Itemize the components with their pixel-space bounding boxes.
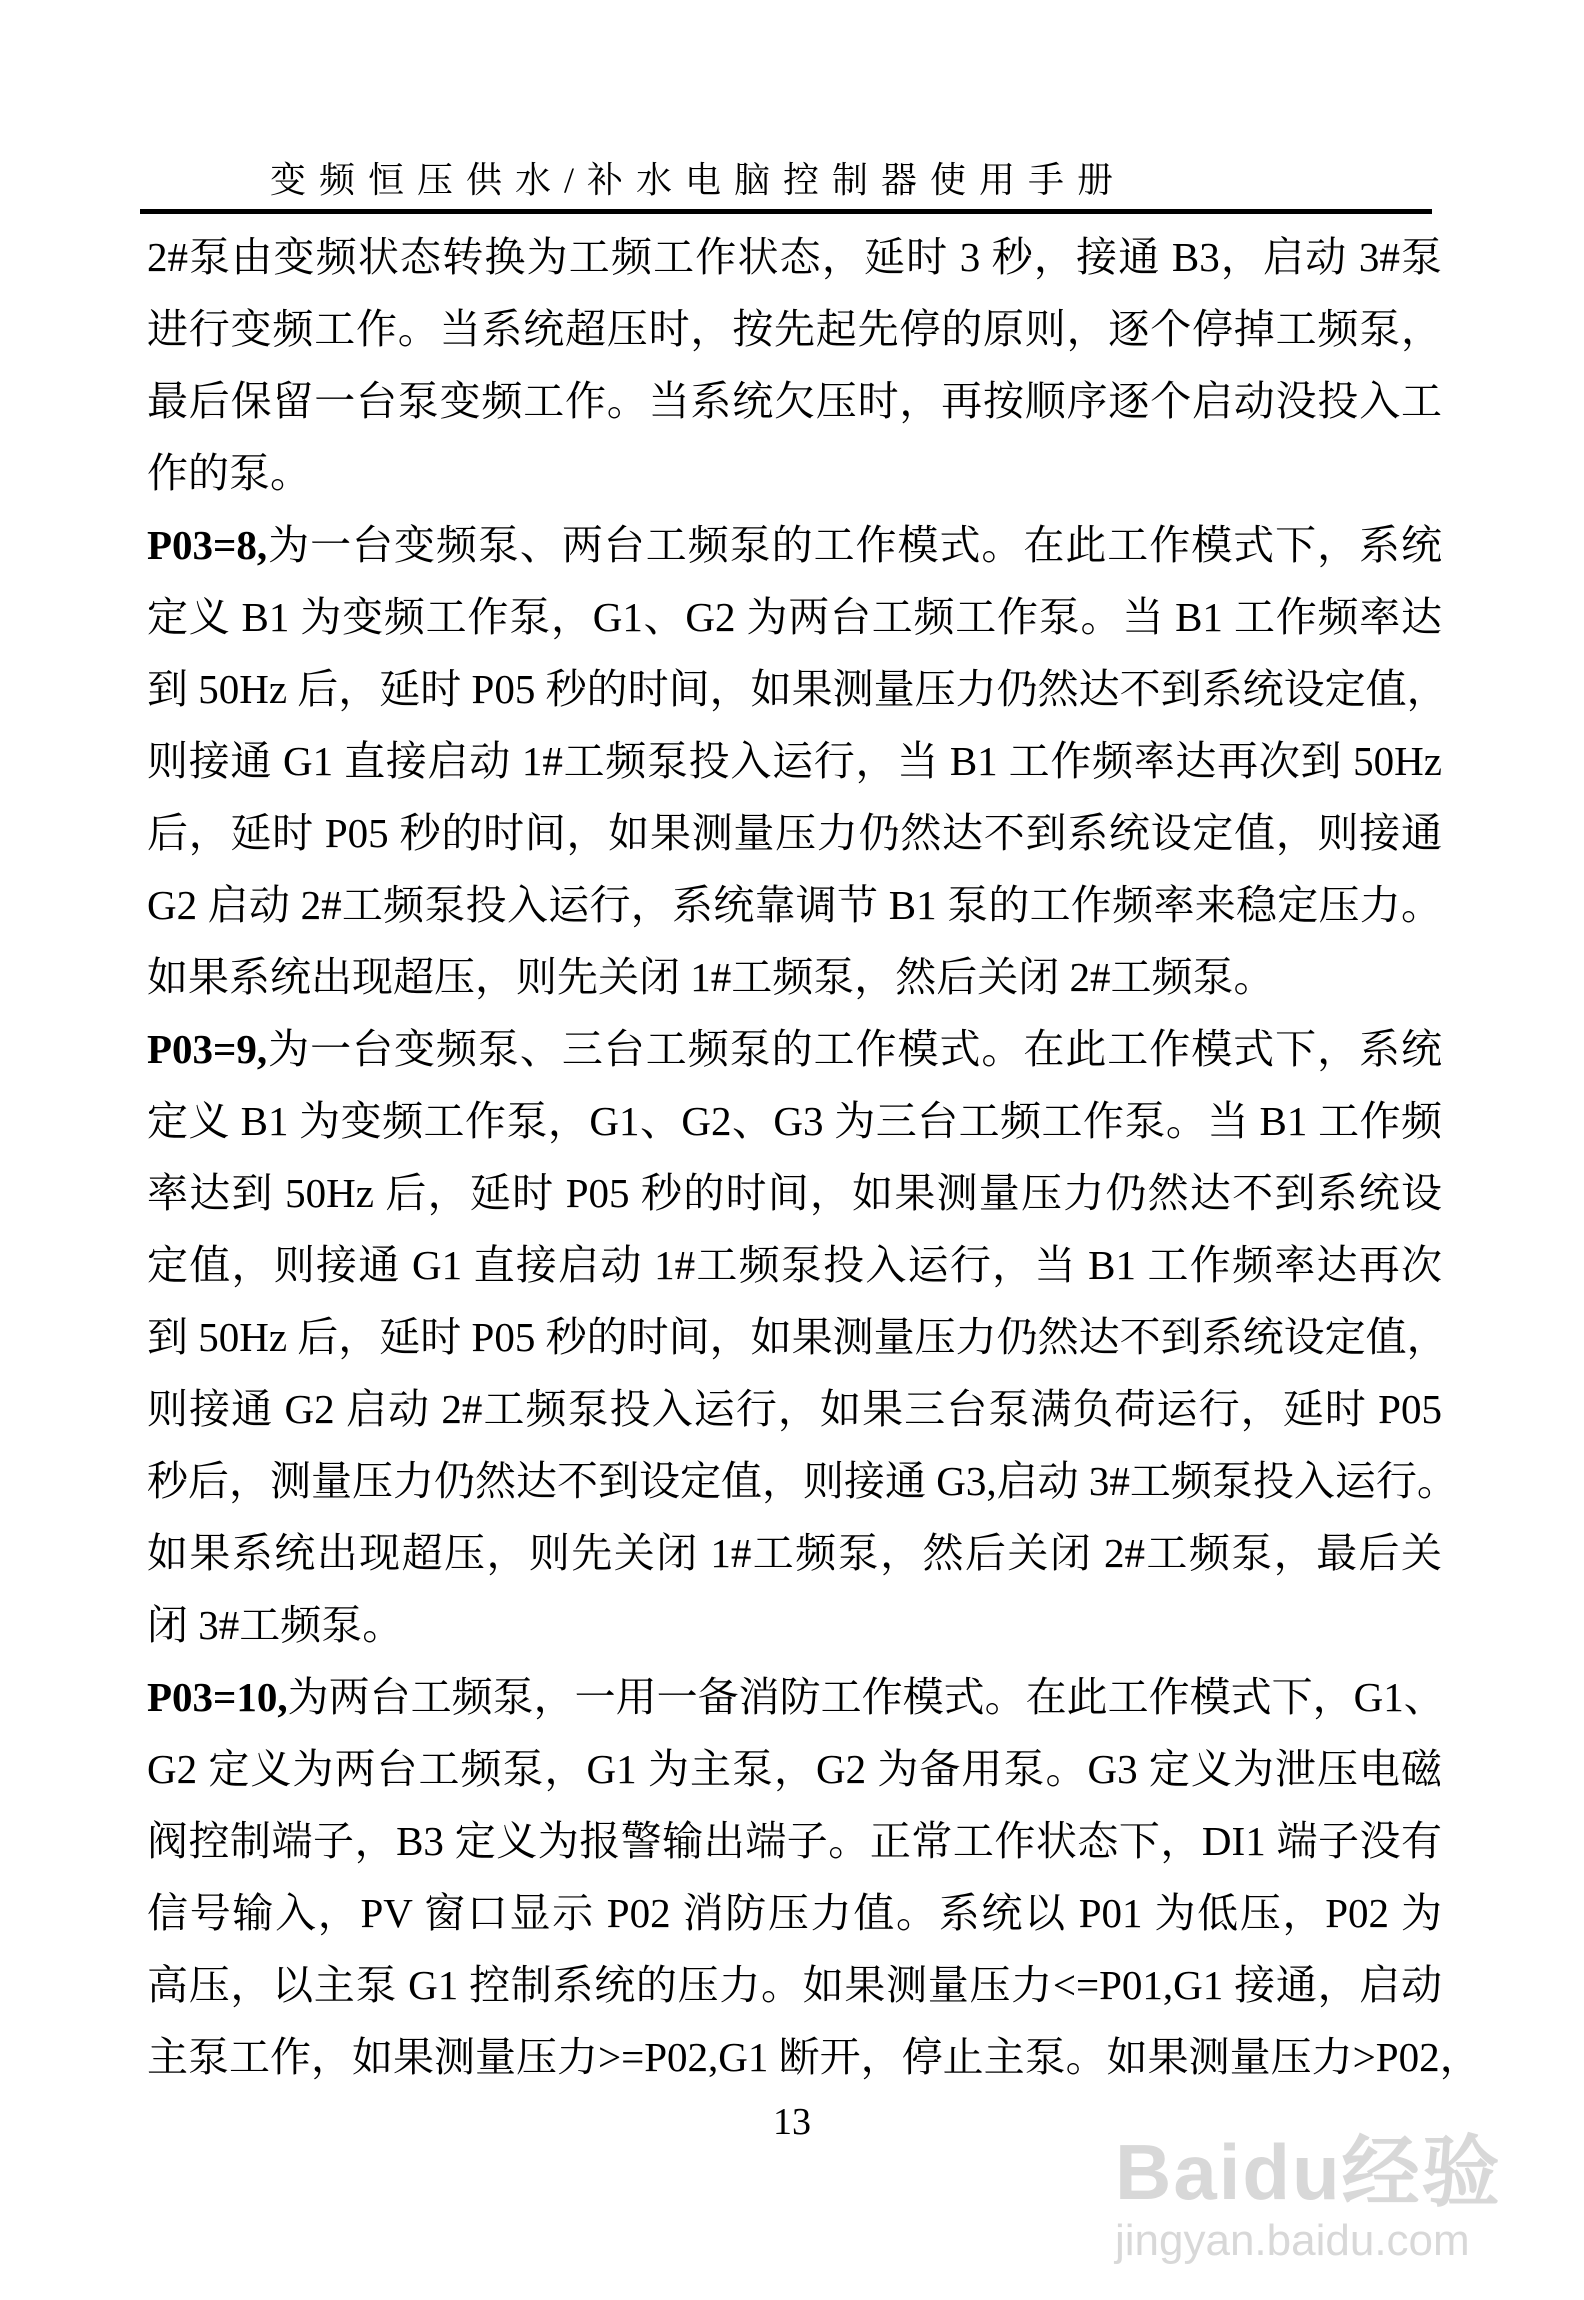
line-text: 则接通 G2 启动 2#工频泵投入运行，如果三台泵满负荷运行，延时 P05 <box>147 1386 1442 1432</box>
line-text: 阀控制端子，B3 定义为报警输出端子。正常工作状态下，DI1 端子没有 <box>147 1818 1442 1864</box>
line-text: 则接通 G1 直接启动 1#工频泵投入运行，当 B1 工作频率达再次到 50Hz <box>147 738 1442 784</box>
text-line <box>147 365 1442 437</box>
text-line <box>147 1517 1442 1589</box>
line-text: 定义 B1 为变频工作泵，G1、G2 为两台工频工作泵。当 B1 工作频率达 <box>147 594 1442 640</box>
line-text: 作的泵。 <box>147 450 311 496</box>
text-line <box>147 1661 1445 1733</box>
line-text: G2 定义为两台工频泵，G1 为主泵，G2 为备用泵。G3 定义为泄压电磁 <box>147 1746 1442 1792</box>
line-text: G2 启动 2#工频泵投入运行，系统靠调节 B1 泵的工作频率来稳定压力。 <box>147 882 1442 928</box>
text-line <box>147 1949 1442 2021</box>
text-line <box>147 509 1442 581</box>
page-number: 13 <box>773 2101 811 2143</box>
text-line <box>147 1805 1442 1877</box>
text-line <box>147 221 1442 293</box>
line-text: 到 50Hz 后，延时 P05 秒的时间，如果测量压力仍然达不到系统设定值， <box>147 1314 1448 1360</box>
line-text: 2#泵由变频状态转换为工频工作状态，延时 3 秒，接通 B3，启动 3#泵 <box>147 234 1442 280</box>
text-line <box>147 653 1448 725</box>
text-line <box>147 1157 1442 1229</box>
text-line <box>147 1301 1448 1373</box>
line-text: 最后保留一台泵变频工作。当系统欠压时，再按顺序逐个启动没投入工 <box>147 378 1442 424</box>
line-text: 高压，以主泵 G1 控制系统的压力。如果测量压力<=P01,G1 接通，启动 <box>147 1962 1442 2008</box>
line-text: 如果系统出现超压，则先关闭 1#工频泵，然后关闭 2#工频泵。 <box>147 954 1275 1000</box>
text-line <box>147 869 1442 941</box>
text-line <box>147 1589 1442 1661</box>
line-text: 闭 3#工频泵。 <box>147 1602 404 1648</box>
text-line <box>147 293 1442 365</box>
line-text: 主泵工作，如果测量压力>=P02,G1 断开，停止主泵。如果测量压力>P02， <box>147 2034 1481 2080</box>
line-text: 进行变频工作。当系统超压时，按先起先停的原则，逐个停掉工频泵， <box>147 306 1442 352</box>
text-line <box>147 437 1442 509</box>
line-text: 定义 B1 为变频工作泵，G1、G2、G3 为三台工频工作泵。当 B1 工作频 <box>147 1098 1442 1144</box>
line-text: 信号输入，PV 窗口显示 P02 消防压力值。系统以 P01 为低压，P02 为 <box>147 1890 1442 1936</box>
header-rule <box>140 209 1432 214</box>
line-text: 后，延时 P05 秒的时间，如果测量压力仍然达不到系统设定值，则接通 <box>147 810 1442 856</box>
page-header-title: 变频恒压供水/补水电脑控制器使用手册 <box>270 160 1127 200</box>
text-line <box>147 797 1442 869</box>
line-text: 定值，则接通 G1 直接启动 1#工频泵投入运行，当 B1 工作频率达再次 <box>147 1242 1442 1288</box>
text-line <box>147 1877 1442 1949</box>
line-text: 为一台变频泵、三台工频泵的工作模式。在此工作模式下，系统 <box>267 1026 1442 1072</box>
text-line <box>147 1373 1442 1445</box>
text-line <box>147 2021 1481 2093</box>
text-line <box>147 1013 1442 1085</box>
line-text: 率达到 50Hz 后，延时 P05 秒的时间，如果测量压力仍然达不到系统设 <box>147 1170 1442 1216</box>
text-line <box>147 1445 1458 1517</box>
baidu-watermark <box>1115 2110 1502 2266</box>
body-text <box>147 221 1481 2093</box>
text-line <box>147 725 1442 797</box>
line-text: 为两台工频泵，一用一备消防工作模式。在此工作模式下，G1、 <box>287 1674 1445 1720</box>
text-line <box>147 581 1442 653</box>
line-text: 如果系统出现超压，则先关闭 1#工频泵，然后关闭 2#工频泵，最后关 <box>147 1530 1442 1576</box>
line-text: 为一台变频泵、两台工频泵的工作模式。在此工作模式下，系统 <box>267 522 1442 568</box>
text-line <box>147 1085 1442 1157</box>
parameter-label: P03=8, <box>147 522 268 568</box>
text-line <box>147 941 1442 1013</box>
parameter-label: P03=9, <box>147 1026 268 1072</box>
watermark-url: jingyan.baidu.com <box>1115 2216 1470 2265</box>
parameter-label: P03=10, <box>147 1674 288 1720</box>
text-line <box>147 1229 1442 1301</box>
watermark-logo: Baidu经验 <box>1115 2128 1502 2216</box>
line-text: 秒后，测量压力仍然达不到设定值，则接通 G3,启动 3#工频泵投入运行。 <box>147 1458 1458 1504</box>
line-text: 到 50Hz 后，延时 P05 秒的时间，如果测量压力仍然达不到系统设定值， <box>147 666 1448 712</box>
text-line <box>147 1733 1442 1805</box>
